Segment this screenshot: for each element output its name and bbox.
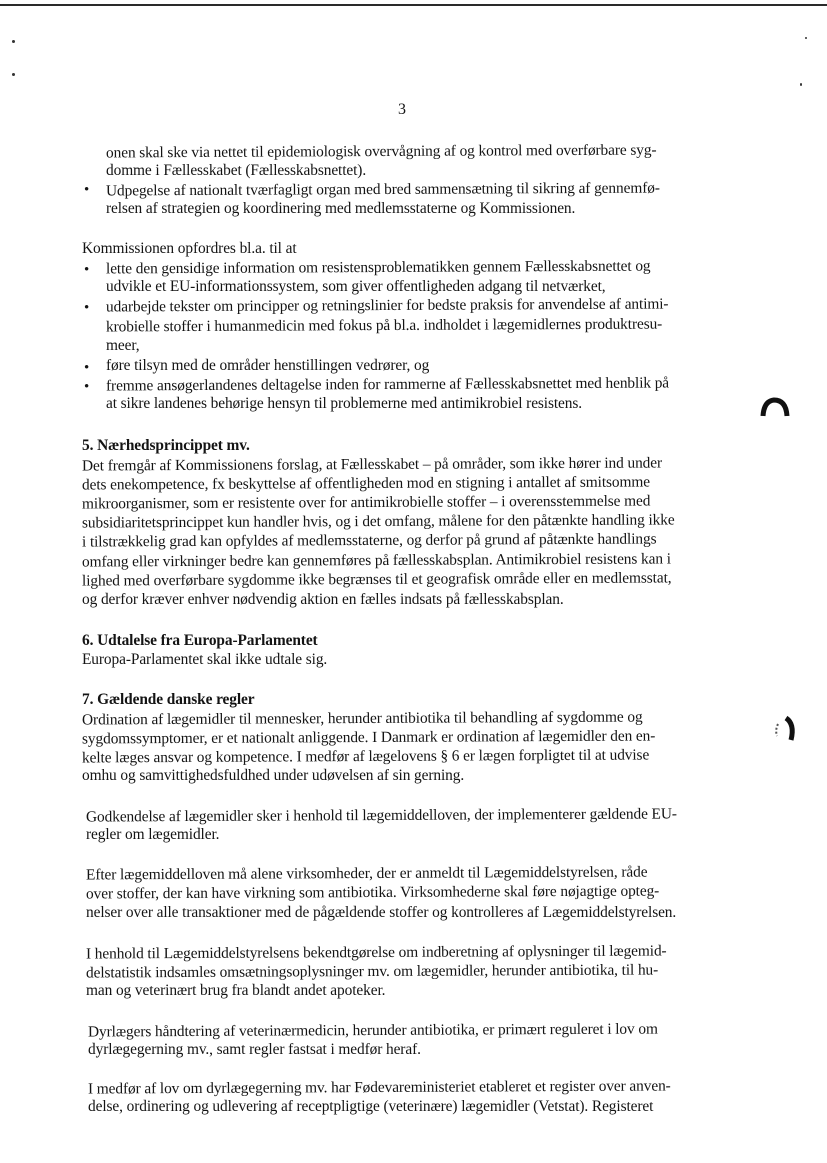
text-line: Godkendelse af lægemidler sker i henhold til lægemiddelloven, der implementerer gældende EU- (85, 805, 677, 826)
bullet-marker: • (84, 360, 90, 376)
top-scan-rule (0, 4, 827, 6)
text-line: dyrlægegerning mv., samt regler fastsat i medfør heraf. (88, 1041, 421, 1058)
text-line: over stoffer, der kan have virkning som antibiotika. Virksomhederne skal føre nøjagtige opteg- (85, 882, 660, 903)
bullet-marker: • (84, 300, 90, 316)
text-line: Det fremgår af Kommissionens forslag, at Fællesskabet – på områder, som ikke hører ind under (81, 454, 663, 475)
bullet-marker: • (84, 182, 90, 198)
text-line: i tilstrækkelig grad kan opfyldes af medlemsstaterne, og derfor på grund af påtænkte handlings (81, 530, 657, 551)
text-line: omhu og samvittighedsfuldhed under udøvelsen af sin gerning. (82, 767, 465, 784)
section-heading: 5. Nærhedsprincippet mv. (82, 437, 250, 454)
text-line: delse, ordinering og udlevering af receptpligtige (veterinære) lægemidler (Vetstat). Registeret (88, 1098, 654, 1115)
section-heading: 6. Udtalelse fra Europa-Parlamentet (82, 632, 318, 649)
text-line: meer, (106, 337, 140, 354)
text-line: lighed med overførbare sygdomme ikke begrænses til et geografisk område eller en medlemsstat, (81, 569, 672, 590)
text-line: krobielle stoffer i humanmedicin med fokus på bl.a. indholdet i lægemidlernes produktresu- (105, 315, 663, 336)
text-line: delstatistik indsamles omsætningsoplysninger mv. om lægemidler, herunder antibiotika, til hu- (85, 961, 659, 982)
punch-hole-mark (768, 714, 798, 744)
text-line: at sikre landenes behørige hensyn til problemerne med antimikrobiel resistens. (106, 395, 583, 412)
text-line: sygdomssymptomer, er et nationalt anliggende. I Danmark er ordination af lægemidler den en- (81, 727, 656, 748)
text-line: mikroorganismer, som er resistente over for antimikrobielle stoffer – i overensstemmelse med (81, 492, 651, 513)
paragraph-lead: Kommissionen opfordres bl.a. til at (82, 240, 297, 257)
text-line: udvikle et EU-informationssystem, som giver offentligheden adgang til netværket, (106, 278, 606, 295)
text-line: I henhold til Lægemiddelstyrelsens bekendtgørelse om indberetning af oplysninger til lægemid- (85, 942, 667, 963)
text-line: lette den gensidige information om resistensproblematikken gennem Fællesskabsnettet og (105, 257, 651, 278)
text-line: og derfor kræver enhver nødvendig aktion en fælles indsats på fællesskabsplan. (82, 591, 564, 608)
text-line: omfang eller virkninger bedre kan gennemføres på fællesskabsplan. Antimikrobiel resistens kan i (81, 550, 671, 571)
text-line: nelser over alle transaktioner med de pågældende stoffer og kontrolleres af Lægemiddelstyrelsen. (86, 904, 677, 921)
text-line: dets enekompetence, fx beskyttelse af offentligheden mod en stigning i antallet af smitsomme (81, 473, 650, 494)
bullet-marker: • (84, 379, 90, 395)
scan-speck (805, 37, 807, 39)
text-line: Ordination af lægemidler til mennesker, herunder antibiotika til behandling af sygdomme og (81, 708, 643, 729)
text-line: man og veterinært brug fra blandt andet apoteker. (86, 982, 386, 999)
bullet-marker: • (84, 262, 90, 278)
text-line: kelte læges ansvar og kompetence. I medfør af lægelovens § 6 er lægen forpligtet til at udvise (81, 746, 650, 767)
text-line: udarbejde tekster om principper og retningslinier for bedste praksis for anvendelse af antimi- (105, 295, 669, 316)
section-heading: 7. Gældende danske regler (82, 691, 255, 708)
text-line: onen skal ske via nettet til epidemiologisk overvågning af og kontrol med overførbare syg- (105, 141, 657, 162)
text-line: Efter lægemiddelloven må alene virksomheder, der er anmeldt til Lægemiddelstyrelsen, råde (85, 863, 648, 884)
text-line: subsidiaritetsprincippet kun handler hvis, og i det omfang, målene for den påtænkte handling ikke (81, 511, 675, 532)
text-line: Europa-Parlamentet skal ikke udtale sig. (82, 651, 328, 668)
scan-speck (12, 73, 15, 76)
text-line: relsen af strategien og koordinering med medlemsstaterne og Kommissionen. (106, 200, 576, 217)
text-line: regler om lægemidler. (86, 826, 220, 843)
text-line: fremme ansøgerlandenes deltagelse inden for rammerne af Fællesskabsnettet med henblik på (105, 374, 670, 395)
text-line: Udpegelse af nationalt tværfagligt organ med bred sammensætning til sikring af gennemfø- (105, 179, 660, 200)
punch-hole-mark (760, 396, 790, 420)
scan-speck (800, 83, 802, 86)
text-line: I medfør af lov om dyrlægegerning mv. har Fødevareministeriet etableret et register over anven- (87, 1077, 671, 1098)
text-line: føre tilsyn med de områder henstillingen vedrører, og (106, 357, 430, 374)
page-number: 3 (398, 101, 406, 118)
text-line: domme i Fællesskabet (Fællesskabsnettet). (106, 162, 367, 179)
text-line: Dyrlægers håndtering af veterinærmedicin, herunder antibiotika, er primært reguleret i lov om (87, 1020, 658, 1041)
scan-speck (12, 40, 15, 43)
